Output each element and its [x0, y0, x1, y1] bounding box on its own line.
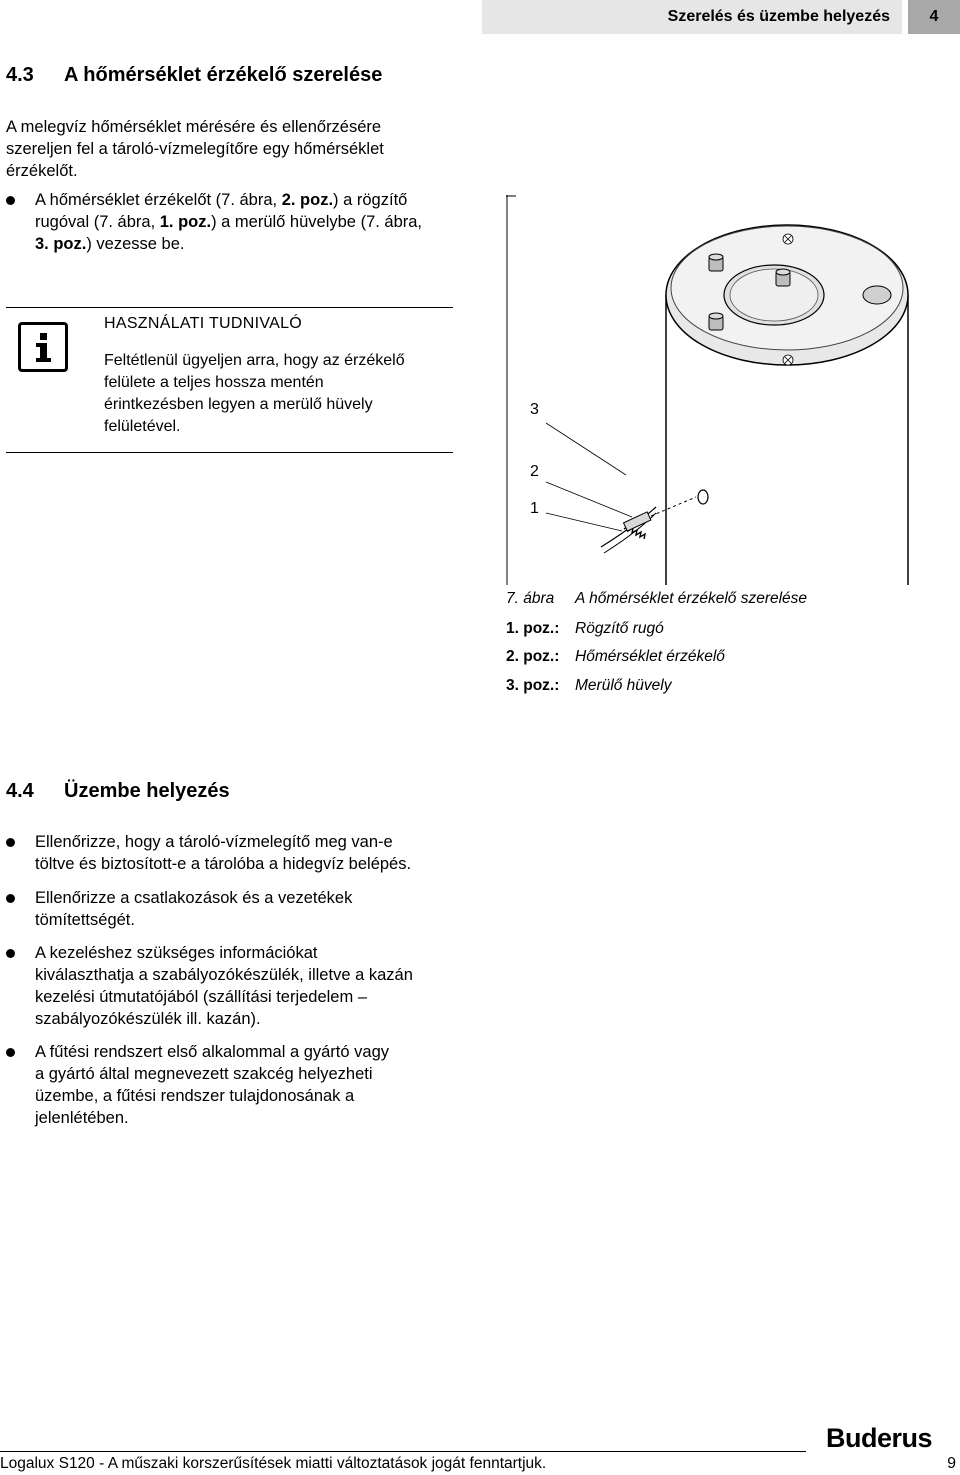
bullet-line-2: rugóval (7. ábra, 1. poz.) a merülő hüvelybe (7. ábra,	[35, 213, 423, 231]
bullet-line: üzembe, a fűtési rendszer tulajdonosának a	[35, 1087, 355, 1105]
intro-line-3: érzékelőt.	[6, 162, 78, 180]
bullet-line: tömítettségét.	[35, 911, 135, 929]
notice-line: Feltétlenül ügyeljen arra, hogy az érzékelő	[104, 352, 405, 369]
section-number: 4.4	[6, 780, 34, 802]
footer-rule	[0, 1451, 806, 1452]
bullet-line-3: 3. poz.) vezesse be.	[35, 235, 185, 253]
bullet-line: a gyártó által megnevezett szakcég helyezheti	[35, 1065, 373, 1083]
install-bullet	[6, 189, 476, 259]
caption-key-text: Hőmérséklet érzékelő	[575, 648, 725, 665]
header-title: Szerelés és üzembe helyezés	[482, 0, 902, 34]
notice-line: érintkezésben legyen a merülő hüvely	[104, 396, 373, 413]
startup-bullet-4	[6, 1041, 476, 1129]
page-header	[0, 0, 960, 36]
notice-line: felülete a teljes hossza mentén	[104, 374, 324, 391]
buderus-logo: Buderus	[826, 1423, 933, 1453]
figure-caption-label: 7. ábra	[506, 590, 555, 607]
caption-key-label: 1. poz.:	[506, 620, 560, 637]
startup-bullet-3	[6, 942, 476, 1030]
bullet-line: kezelési útmutatójából (szállítási terjedelem –	[35, 988, 367, 1006]
startup-bullet-2	[6, 887, 476, 931]
notice-title: HASZNÁLATI TUDNIVALÓ	[104, 315, 303, 332]
figure-label-2: 2	[530, 463, 539, 480]
section-4-3-heading	[6, 64, 382, 87]
figure-label-1: 1	[530, 500, 539, 517]
figure-7-illustration	[506, 195, 934, 585]
notice-bottom-rule	[6, 452, 453, 453]
bullet-line: töltve és biztosított-e a tárolóba a hidegvíz belépés.	[35, 855, 412, 873]
bullet-line-1: A hőmérséklet érzékelőt (7. ábra, 2. poz.) a rögzítő	[35, 191, 408, 209]
caption-key-text: Merülő hüvely	[575, 677, 672, 694]
bullet-dot	[6, 196, 15, 205]
bullet-line: kiválaszthatja a szabályozókészülék, illetve a kazán	[35, 966, 413, 984]
page-number: 9	[947, 1455, 956, 1472]
chapter-number: 4	[908, 0, 960, 34]
section-number: 4.3	[6, 64, 34, 86]
bullet-line: Ellenőrizze, hogy a tároló-vízmelegítő meg van-e	[35, 833, 393, 851]
section-4-4-heading	[6, 780, 230, 803]
section-title: A hőmérséklet érzékelő szerelése	[64, 64, 383, 86]
bullet-dot	[6, 838, 15, 847]
intro-line-1: A melegvíz hőmérséklet mérésére és ellenőrzésére	[6, 118, 382, 136]
info-icon	[18, 322, 68, 372]
notice-top-rule	[6, 307, 453, 308]
bullet-line: A kezeléshez szükséges információkat	[35, 944, 318, 962]
startup-bullet-1	[6, 831, 476, 875]
intro-line-2: szereljen fel a tároló-vízmelegítőre egy hőmérséklet	[6, 140, 384, 158]
notice-text	[104, 350, 449, 438]
figure-caption-text: A hőmérséklet érzékelő szerelése	[575, 590, 808, 607]
caption-key-label: 2. poz.:	[506, 648, 560, 665]
bullet-dot	[6, 894, 15, 903]
bullet-dot	[6, 1048, 15, 1057]
section-title: Üzembe helyezés	[64, 780, 230, 802]
notice-line: felületével.	[104, 418, 181, 435]
bullet-line: Ellenőrizze a csatlakozások és a vezetékek	[35, 889, 353, 907]
caption-key-label: 3. poz.:	[506, 677, 560, 694]
caption-key-text: Rögzítő rugó	[575, 620, 664, 637]
figure-label-3: 3	[530, 401, 539, 418]
bullet-line: A fűtési rendszert első alkalommal a gyártó vagy	[35, 1043, 390, 1061]
bullet-dot	[6, 949, 15, 958]
bullet-line: szabályozókészülék ill. kazán).	[35, 1010, 261, 1028]
footer-text: Logalux S120 - A műszaki korszerűsítések miatti változtatások jogát fenntartjuk.	[0, 1455, 547, 1472]
bullet-line: jelenlétében.	[35, 1109, 129, 1127]
